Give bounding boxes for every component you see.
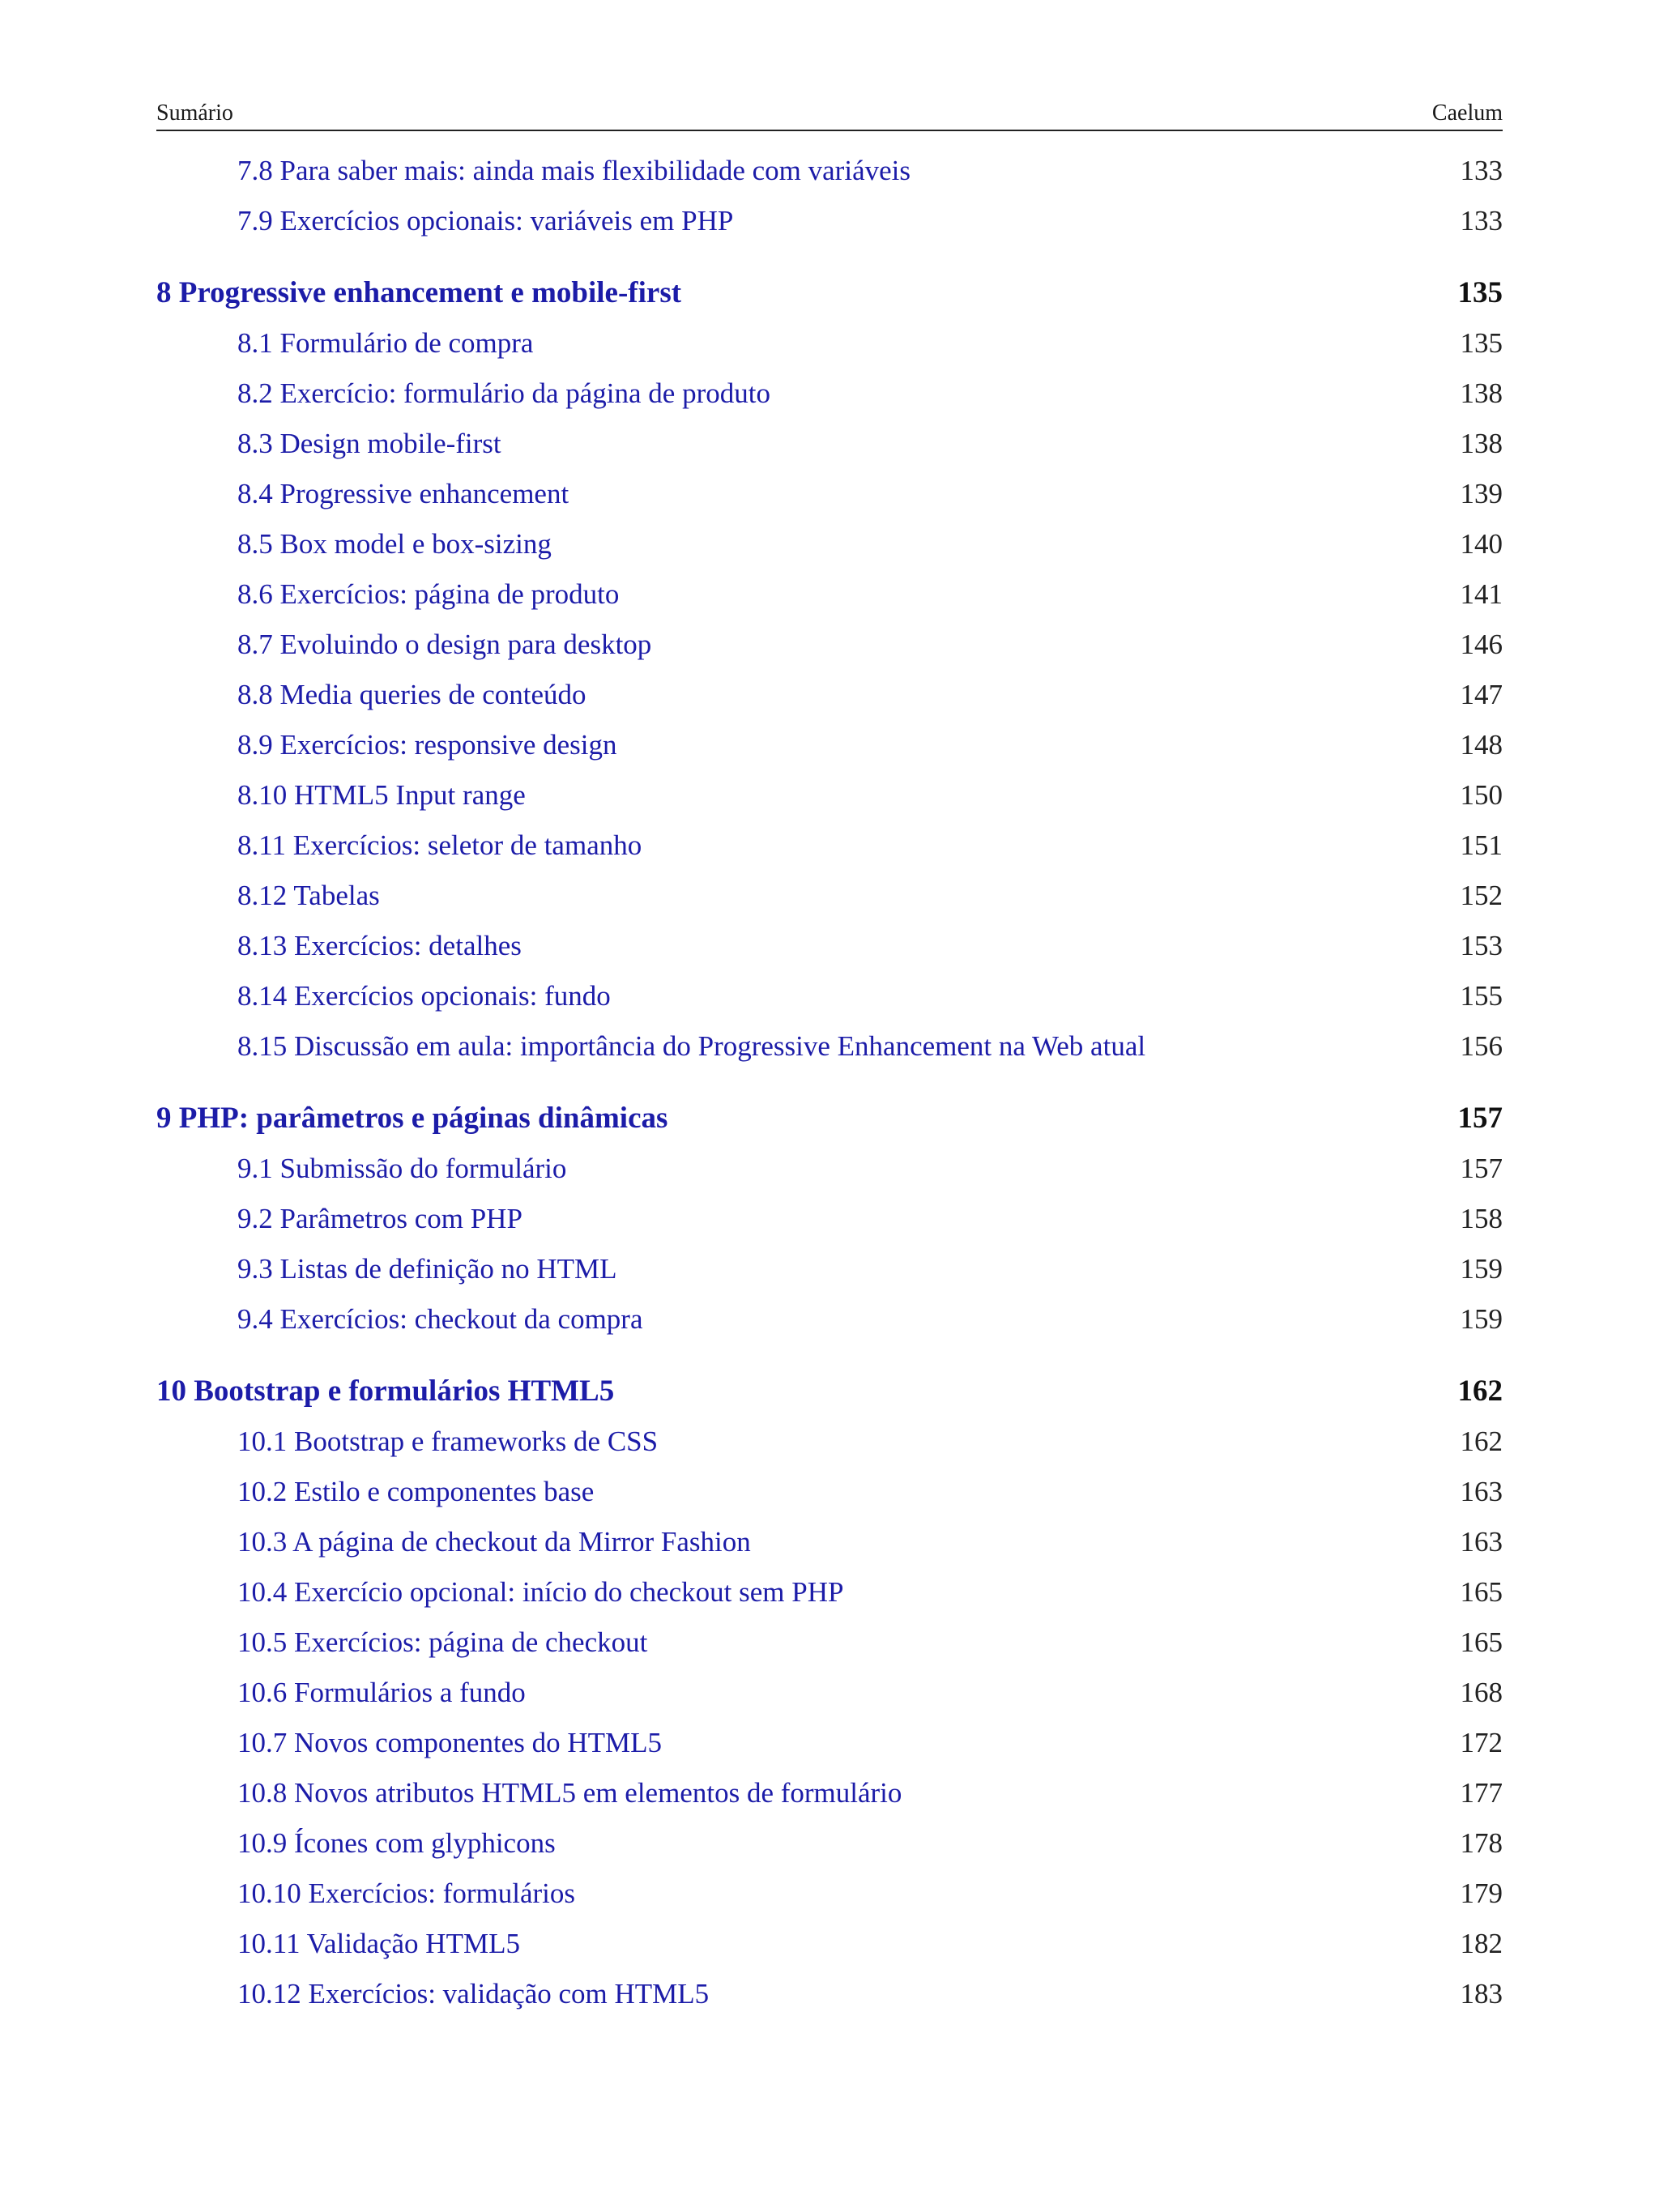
chapter-title-link[interactable]: 10 Bootstrap e formulários HTML5 bbox=[156, 1375, 615, 1408]
section-title-link[interactable]: 8.8 Media queries de conteúdo bbox=[237, 679, 586, 710]
page-number: 165 bbox=[1460, 1576, 1503, 1608]
toc-section-entry[interactable] bbox=[156, 770, 1503, 820]
page-number: 133 bbox=[1460, 155, 1503, 186]
page-number: 178 bbox=[1460, 1827, 1503, 1859]
section-title-link[interactable]: 10.2 Estilo e componentes base bbox=[237, 1476, 595, 1507]
page-number: 159 bbox=[1460, 1253, 1503, 1285]
toc-section-entry[interactable] bbox=[156, 1617, 1503, 1668]
toc-chapter-entry[interactable] bbox=[156, 1093, 1503, 1144]
section-title-link[interactable]: 7.8 Para saber mais: ainda mais flexibilidade com variáveis bbox=[237, 155, 911, 186]
toc-section-entry[interactable] bbox=[156, 1818, 1503, 1869]
section-title-link[interactable]: 8.14 Exercícios opcionais: fundo bbox=[237, 980, 611, 1012]
header-section-name: Sumário bbox=[156, 100, 233, 126]
toc-section-entry[interactable] bbox=[156, 921, 1503, 971]
page-number: 157 bbox=[1457, 1102, 1503, 1135]
page-number: 146 bbox=[1460, 629, 1503, 660]
table-of-contents bbox=[156, 146, 1503, 2019]
toc-section-entry[interactable] bbox=[156, 318, 1503, 369]
page-number: 150 bbox=[1460, 779, 1503, 811]
toc-section-entry[interactable] bbox=[156, 1718, 1503, 1768]
page-number: 140 bbox=[1460, 528, 1503, 560]
toc-chapter-entry[interactable] bbox=[156, 268, 1503, 318]
section-title-link[interactable]: 10.6 Formulários a fundo bbox=[237, 1677, 526, 1708]
section-title-link[interactable]: 8.9 Exercícios: responsive design bbox=[237, 729, 617, 761]
section-title-link[interactable]: 10.9 Ícones com glyphicons bbox=[237, 1827, 556, 1859]
section-title-link[interactable]: 8.3 Design mobile-first bbox=[237, 428, 501, 459]
page-number: 148 bbox=[1460, 729, 1503, 761]
toc-section-entry[interactable] bbox=[156, 1467, 1503, 1517]
page-number: 133 bbox=[1460, 205, 1503, 237]
page-number: 158 bbox=[1460, 1203, 1503, 1234]
section-title-link[interactable]: 10.11 Validação HTML5 bbox=[237, 1928, 520, 1959]
section-title-link[interactable]: 8.11 Exercícios: seletor de tamanho bbox=[237, 829, 642, 861]
page-number: 151 bbox=[1460, 829, 1503, 861]
section-title-link[interactable]: 10.3 A página de checkout da Mirror Fashion bbox=[237, 1526, 751, 1558]
toc-section-entry[interactable] bbox=[156, 569, 1503, 620]
section-title-link[interactable]: 9.1 Submissão do formulário bbox=[237, 1153, 567, 1184]
section-title-link[interactable]: 10.1 Bootstrap e frameworks de CSS bbox=[237, 1426, 659, 1457]
section-title-link[interactable]: 10.7 Novos componentes do HTML5 bbox=[237, 1727, 662, 1758]
toc-section-entry[interactable] bbox=[156, 1668, 1503, 1718]
page-number: 179 bbox=[1460, 1877, 1503, 1909]
toc-section-entry[interactable] bbox=[156, 196, 1503, 246]
toc-section-entry[interactable] bbox=[156, 620, 1503, 670]
toc-section-entry[interactable] bbox=[156, 519, 1503, 569]
section-title-link[interactable]: 7.9 Exercícios opcionais: variáveis em PHP bbox=[237, 205, 734, 237]
section-title-link[interactable]: 10.12 Exercícios: validação com HTML5 bbox=[237, 1978, 710, 2010]
section-title-link[interactable]: 8.13 Exercícios: detalhes bbox=[237, 930, 522, 961]
page-number: 159 bbox=[1460, 1303, 1503, 1335]
toc-section-entry[interactable] bbox=[156, 1244, 1503, 1294]
page-number: 135 bbox=[1460, 327, 1503, 359]
toc-section-entry[interactable] bbox=[156, 469, 1503, 519]
page-number: 162 bbox=[1460, 1426, 1503, 1457]
page-number: 141 bbox=[1460, 578, 1503, 610]
section-title-link[interactable]: 8.15 Discussão em aula: importância do Progressive Enhancement na Web atual bbox=[237, 1030, 1146, 1062]
section-title-link[interactable]: 8.5 Box model e box-sizing bbox=[237, 528, 552, 560]
section-title-link[interactable]: 10.8 Novos atributos HTML5 em elementos de formulário bbox=[237, 1777, 902, 1809]
section-title-link[interactable]: 9.4 Exercícios: checkout da compra bbox=[237, 1303, 643, 1335]
page-number: 138 bbox=[1460, 428, 1503, 459]
page-number: 139 bbox=[1460, 478, 1503, 509]
toc-section-entry[interactable] bbox=[156, 1969, 1503, 2019]
toc-section-entry[interactable] bbox=[156, 971, 1503, 1021]
toc-section-entry[interactable] bbox=[156, 1194, 1503, 1244]
section-title-link[interactable]: 9.3 Listas de definição no HTML bbox=[237, 1253, 617, 1285]
page-number: 172 bbox=[1460, 1727, 1503, 1758]
toc-section-entry[interactable] bbox=[156, 1768, 1503, 1818]
chapter-title-link[interactable]: 9 PHP: parâmetros e páginas dinâmicas bbox=[156, 1102, 668, 1135]
section-title-link[interactable]: 10.10 Exercícios: formulários bbox=[237, 1877, 575, 1909]
section-title-link[interactable]: 8.4 Progressive enhancement bbox=[237, 478, 569, 509]
toc-chapter-entry[interactable] bbox=[156, 1366, 1503, 1417]
toc-section-entry[interactable] bbox=[156, 1294, 1503, 1345]
page-number: 153 bbox=[1460, 930, 1503, 961]
toc-section-entry[interactable] bbox=[156, 1021, 1503, 1072]
toc-section-entry[interactable] bbox=[156, 670, 1503, 720]
toc-section-entry[interactable] bbox=[156, 720, 1503, 770]
section-title-link[interactable]: 8.2 Exercício: formulário da página de produto bbox=[237, 377, 770, 409]
page-number: 163 bbox=[1460, 1526, 1503, 1558]
section-title-link[interactable]: 8.10 HTML5 Input range bbox=[237, 779, 526, 811]
page-number: 182 bbox=[1460, 1928, 1503, 1959]
page-number: 138 bbox=[1460, 377, 1503, 409]
running-header bbox=[156, 96, 1503, 131]
section-title-link[interactable]: 8.12 Tabelas bbox=[237, 880, 380, 911]
page-number: 155 bbox=[1460, 980, 1503, 1012]
page-number: 183 bbox=[1460, 1978, 1503, 2010]
section-title-link[interactable]: 10.4 Exercício opcional: início do checkout sem PHP bbox=[237, 1576, 844, 1608]
toc-section-entry[interactable] bbox=[156, 1567, 1503, 1617]
section-title-link[interactable]: 9.2 Parâmetros com PHP bbox=[237, 1203, 522, 1234]
toc-section-entry[interactable] bbox=[156, 820, 1503, 871]
page-number: 165 bbox=[1460, 1626, 1503, 1658]
toc-section-entry[interactable] bbox=[156, 1869, 1503, 1919]
section-title-link[interactable]: 8.7 Evoluindo o design para desktop bbox=[237, 629, 652, 660]
page-number: 147 bbox=[1460, 679, 1503, 710]
chapter-title-link[interactable]: 8 Progressive enhancement e mobile-first bbox=[156, 276, 682, 309]
page-number: 157 bbox=[1460, 1153, 1503, 1184]
header-publisher-name: Caelum bbox=[1431, 100, 1503, 126]
page-number: 168 bbox=[1460, 1677, 1503, 1708]
section-title-link[interactable]: 8.1 Formulário de compra bbox=[237, 327, 534, 359]
page-number: 177 bbox=[1460, 1777, 1503, 1809]
toc-section-entry[interactable] bbox=[156, 1144, 1503, 1194]
toc-section-entry[interactable] bbox=[156, 1517, 1503, 1567]
section-title-link[interactable]: 8.6 Exercícios: página de produto bbox=[237, 578, 620, 610]
toc-section-entry[interactable] bbox=[156, 1919, 1503, 1969]
toc-section-entry[interactable] bbox=[156, 369, 1503, 419]
toc-section-entry[interactable] bbox=[156, 1417, 1503, 1467]
page-number: 162 bbox=[1457, 1375, 1503, 1408]
page-number: 135 bbox=[1457, 276, 1503, 309]
toc-section-entry[interactable] bbox=[156, 146, 1503, 196]
toc-section-entry[interactable] bbox=[156, 871, 1503, 921]
page-number: 152 bbox=[1460, 880, 1503, 911]
section-title-link[interactable]: 10.5 Exercícios: página de checkout bbox=[237, 1626, 648, 1658]
toc-section-entry[interactable] bbox=[156, 419, 1503, 469]
page-number: 156 bbox=[1460, 1030, 1503, 1062]
page-number: 163 bbox=[1460, 1476, 1503, 1507]
